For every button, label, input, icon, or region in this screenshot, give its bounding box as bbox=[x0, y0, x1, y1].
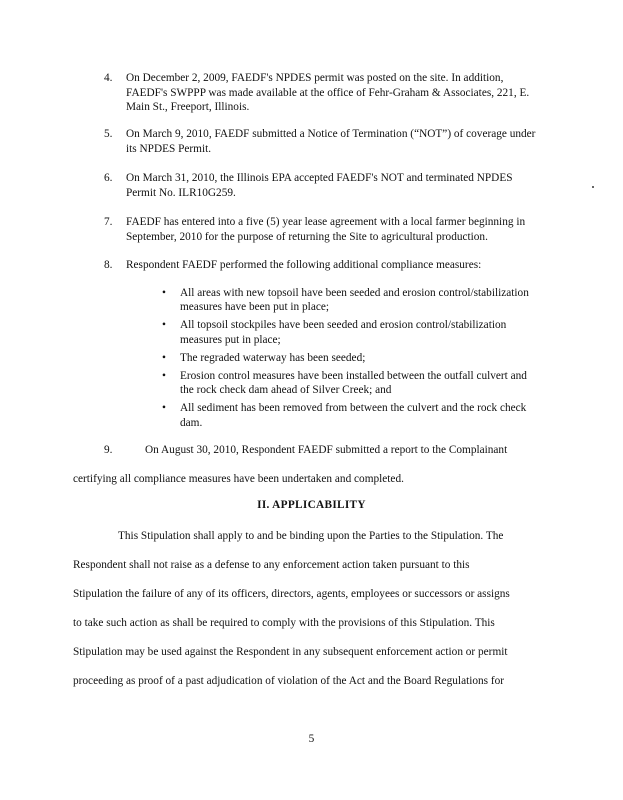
numbered-paragraph-7 bbox=[104, 215, 544, 244]
paragraph-number: 4. bbox=[104, 72, 113, 84]
paragraph-text: On December 2, 2009, FAEDF's NPDES permit was posted on the site. In addition, FAEDF's SWPPP was made available at the office of Fehr-Graham & Associates, 221, E. Main St., Freeport, Illinois. bbox=[126, 72, 530, 114]
list-item bbox=[162, 401, 542, 429]
applicability-line-2: Respondent shall not raise as a defense to any enforcement action taken pursuant to this bbox=[73, 559, 470, 571]
list-item-text: All sediment has been removed from between the culvert and the rock check dam. bbox=[180, 402, 527, 429]
list-item bbox=[162, 318, 542, 346]
list-item-text: All topsoil stockpiles have been seeded and erosion control/stabilization measures put in place; bbox=[180, 319, 507, 346]
paragraph-text: FAEDF has entered into a five (5) year lease agreement with a local farmer beginning in September, 2010 for the purpose of returning the Site to agricultural production. bbox=[126, 216, 526, 243]
section-heading: II. APPLICABILITY bbox=[257, 499, 366, 511]
paragraph-9-line-1: On August 30, 2010, Respondent FAEDF submitted a report to the Complainant bbox=[145, 444, 508, 456]
applicability-line-5: Stipulation may be used against the Respondent in any subsequent enforcement action or permit bbox=[73, 646, 508, 658]
paragraph-text: Respondent FAEDF performed the following additional compliance measures: bbox=[126, 259, 482, 271]
applicability-line-1: This Stipulation shall apply to and be binding upon the Parties to the Stipulation. The bbox=[118, 530, 504, 542]
applicability-line-4: to take such action as shall be required to comply with the provisions of this Stipulation. This bbox=[73, 617, 495, 629]
numbered-paragraph-4 bbox=[104, 71, 544, 115]
applicability-line-3: Stipulation the failure of any of its officers, directors, agents, employees or successors or assigns bbox=[73, 588, 510, 600]
paragraph-number: 8. bbox=[104, 259, 113, 271]
paragraph-number: 7. bbox=[104, 216, 113, 228]
list-item bbox=[162, 369, 542, 397]
bullet-icon: • bbox=[162, 370, 166, 383]
paragraph-number-9: 9. bbox=[104, 444, 113, 456]
numbered-paragraph-6 bbox=[104, 171, 544, 200]
bullet-icon: • bbox=[162, 319, 166, 332]
paragraph-text: On March 9, 2010, FAEDF submitted a Notice of Termination (“NOT”) of coverage under its NPDES Permit. bbox=[126, 128, 536, 155]
paragraph-9-line-2: certifying all compliance measures have been undertaken and completed. bbox=[73, 473, 404, 485]
numbered-paragraph-5 bbox=[104, 127, 544, 156]
paragraph-text: On March 31, 2010, the Illinois EPA accepted FAEDF's NOT and terminated NPDES Permit No. ILR10G259. bbox=[126, 172, 513, 199]
bullet-icon: • bbox=[162, 402, 166, 415]
bullet-icon: • bbox=[162, 287, 166, 299]
applicability-line-6: proceeding as proof of a past adjudication of violation of the Act and the Board Regulations for bbox=[73, 675, 505, 687]
list-item bbox=[162, 286, 542, 314]
bullet-icon: • bbox=[162, 351, 166, 364]
page-number: 5 bbox=[308, 733, 315, 745]
list-item-text: The regraded waterway has been seeded; bbox=[180, 351, 366, 364]
paragraph-number: 6. bbox=[104, 172, 113, 184]
paragraph-number: 5. bbox=[104, 128, 113, 140]
compliance-measures-list bbox=[162, 286, 542, 434]
scan-speck bbox=[592, 186, 594, 188]
numbered-paragraph-8 bbox=[104, 258, 544, 273]
list-item bbox=[162, 351, 542, 365]
list-item-text: Erosion control measures have been installed between the outfall culvert and the rock check dam ahead of Silver Creek; and bbox=[180, 370, 527, 397]
list-item-text: All areas with new topsoil have been seeded and erosion control/stabilization measures have been put in place; bbox=[180, 287, 529, 314]
